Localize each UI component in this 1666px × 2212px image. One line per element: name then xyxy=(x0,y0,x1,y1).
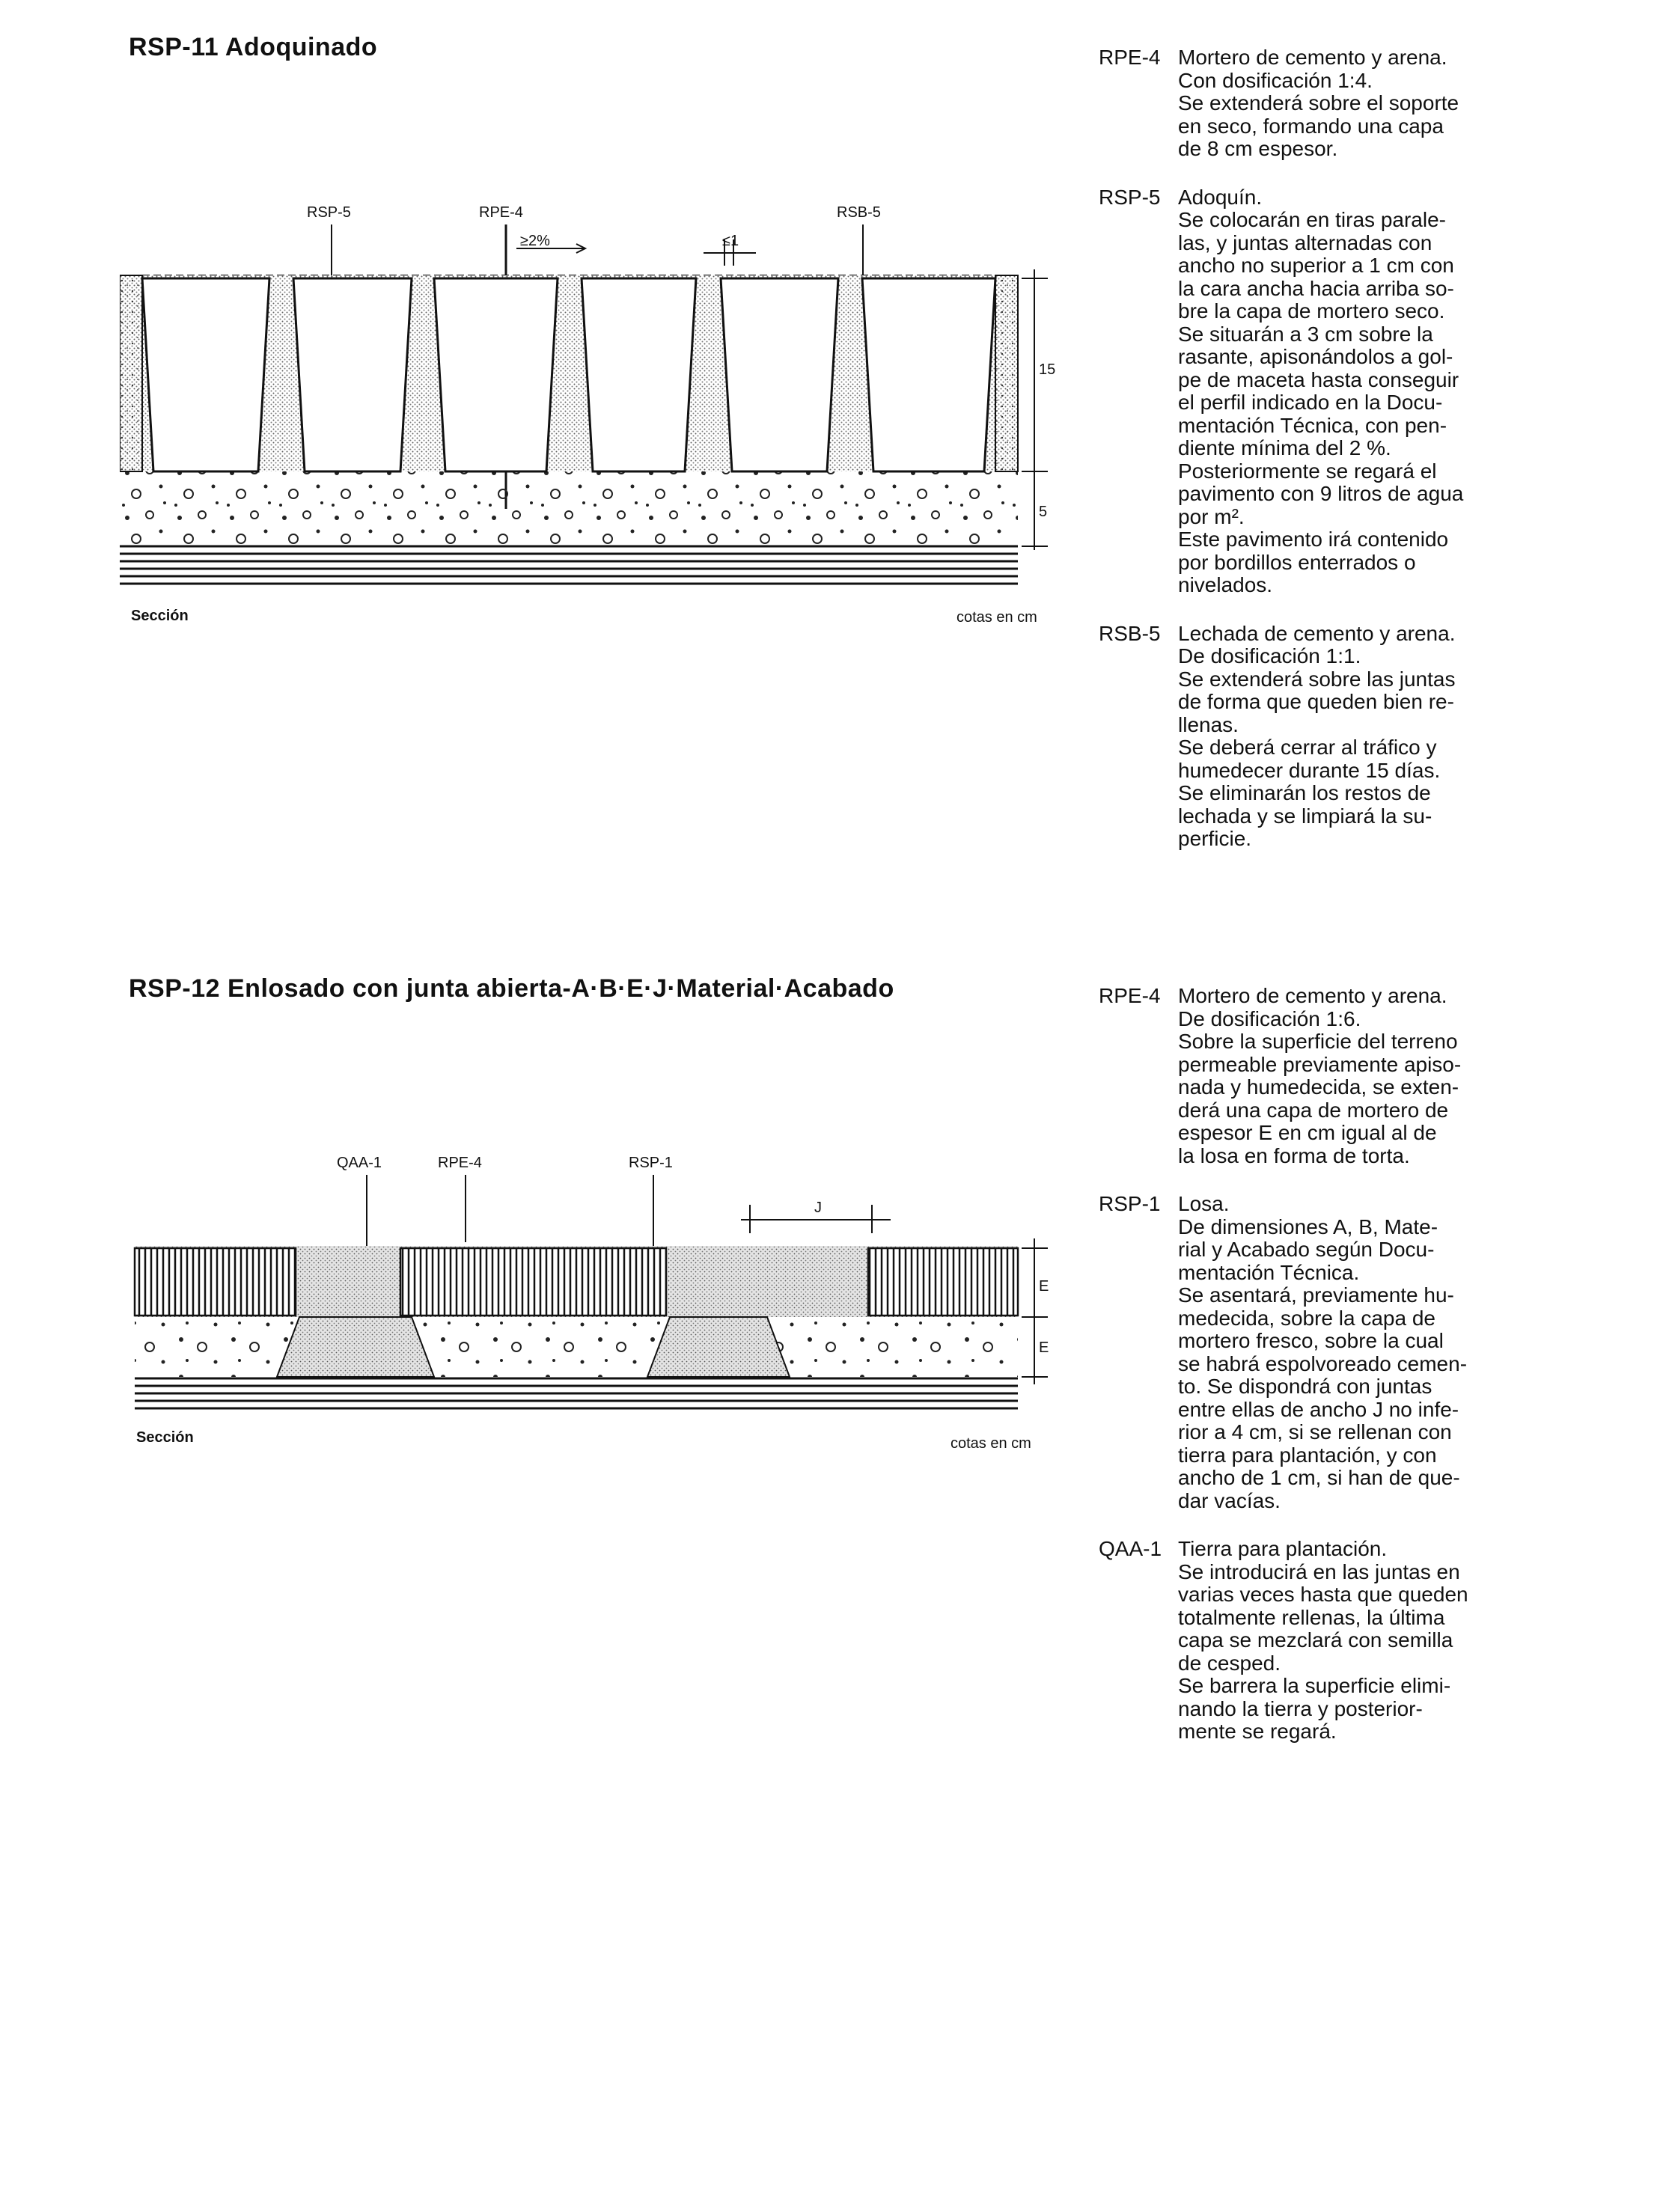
spec-line: de cesped. xyxy=(1178,1651,1281,1675)
spec-line: Losa. xyxy=(1178,1192,1230,1215)
label-joint-width: ≤1 xyxy=(722,233,739,249)
spec-code: QAA-1 xyxy=(1099,1537,1162,1560)
section-title-rsp11: RSP-11 Adoquinado xyxy=(129,33,378,61)
spec-line: derá una capa de mortero de xyxy=(1178,1098,1449,1122)
spec-line: mortero fresco, sobre la cual xyxy=(1178,1329,1444,1352)
spec-line: las, y juntas alternadas con xyxy=(1178,230,1432,254)
dim-e-bottom: E xyxy=(1039,1339,1049,1356)
spec-line: rior a 4 cm, si se rellenan con xyxy=(1178,1420,1452,1443)
spec-line: medecida, sobre la capa de xyxy=(1178,1306,1435,1330)
spec-line: diente mínima del 2 %. xyxy=(1178,436,1391,459)
figure-enlosado-section xyxy=(120,1145,1063,1474)
spec-line: ancho de 1 cm, si han de que- xyxy=(1178,1466,1460,1489)
spec-line: Lechada de cemento y arena. xyxy=(1178,621,1456,645)
spec-line: Sobre la superficie del terreno xyxy=(1178,1030,1458,1053)
spec-line: de 8 cm espesor. xyxy=(1178,137,1338,160)
spec-code: RSP-1 xyxy=(1099,1192,1161,1215)
spec-line: por m². xyxy=(1178,504,1245,528)
spec-line: nando la tierra y posterior- xyxy=(1178,1696,1423,1720)
spec-line: Se extenderá sobre el soporte xyxy=(1178,91,1459,114)
spec-line: la cara ancha hacia arriba so- xyxy=(1178,276,1454,300)
spec-line: pavimento con 9 litros de agua xyxy=(1178,482,1464,505)
spec-line: rial y Acabado según Docu- xyxy=(1178,1238,1435,1261)
spec-line: Se extenderá sobre las juntas xyxy=(1178,667,1456,691)
figure2-caption-cotas: cotas en cm xyxy=(951,1435,1031,1452)
spec-line: varias veces hasta que queden xyxy=(1178,1583,1468,1606)
label-rpe4: RPE-4 xyxy=(438,1155,482,1171)
figure1-caption-cotas: cotas en cm xyxy=(956,609,1037,626)
spec-line: mente se regará. xyxy=(1178,1720,1337,1743)
spec-line: Tierra para plantación. xyxy=(1178,1537,1388,1560)
spec-line: en seco, formando una capa xyxy=(1178,114,1444,138)
label-rsp5: RSP-5 xyxy=(307,204,351,221)
spec-line: Este pavimento irá contenido xyxy=(1178,528,1449,551)
spec-line: Se asentará, previamente hu- xyxy=(1178,1283,1454,1307)
spec-code: RPE-4 xyxy=(1099,984,1161,1007)
spec-line: permeable previamente apiso- xyxy=(1178,1052,1462,1076)
section-title-rsp12: RSP-12 Enlosado con junta abierta-A·B·E·J·Material·Acabado xyxy=(129,974,894,1003)
spec-rpe4-b xyxy=(1099,985,1638,1167)
specs-section1 xyxy=(1099,46,1638,876)
spec-line: bre la capa de mortero seco. xyxy=(1178,299,1445,323)
spec-line: llenas. xyxy=(1178,712,1239,736)
label-slope: ≥2% xyxy=(520,233,550,249)
spec-line: por bordillos enterrados o xyxy=(1178,550,1416,574)
spec-line: perficie. xyxy=(1178,827,1252,850)
adoquinado-diagram xyxy=(120,195,1063,644)
spec-line: nivelados. xyxy=(1178,573,1273,596)
spec-rsb5 xyxy=(1099,623,1638,851)
dim-15: 15 xyxy=(1039,361,1056,378)
spec-line: ancho no superior a 1 cm con xyxy=(1178,254,1454,277)
spec-line: Se eliminarán los restos de xyxy=(1178,781,1431,804)
spec-line: entre ellas de ancho J no infe- xyxy=(1178,1397,1459,1421)
spec-line: De dosificación 1:1. xyxy=(1178,644,1361,667)
spec-line: el perfil indicado en la Docu- xyxy=(1178,391,1443,414)
spec-code: RPE-4 xyxy=(1099,46,1161,69)
spec-line: rasante, apisonándolos a gol- xyxy=(1178,345,1453,368)
spec-line: Con dosificación 1:4. xyxy=(1178,68,1373,92)
specs-section2 xyxy=(1099,985,1638,1769)
spec-rsp1 xyxy=(1099,1193,1638,1512)
spec-rsp5 xyxy=(1099,186,1638,597)
spec-line: Adoquín. xyxy=(1178,185,1263,209)
spec-line: Se barrera la superficie elimi- xyxy=(1178,1674,1451,1697)
spec-line: totalmente rellenas, la última xyxy=(1178,1605,1445,1629)
spec-line: espesor E en cm igual al de xyxy=(1178,1121,1437,1144)
spec-line: de forma que queden bien re- xyxy=(1178,690,1454,713)
label-rsb5: RSB-5 xyxy=(837,204,881,221)
spec-line: capa se mezclará con semilla xyxy=(1178,1628,1453,1652)
spec-line: se habrá espolvoreado cemen- xyxy=(1178,1351,1468,1375)
spec-line: Se introducirá en las juntas en xyxy=(1178,1559,1460,1583)
spec-qaa1 xyxy=(1099,1538,1638,1744)
label-rpe4: RPE-4 xyxy=(479,204,523,221)
spec-line: De dosificación 1:6. xyxy=(1178,1006,1361,1030)
spec-code: RSB-5 xyxy=(1099,621,1161,645)
spec-code: RSP-5 xyxy=(1099,185,1161,209)
spec-line: nada y humedecida, se exten- xyxy=(1178,1075,1459,1099)
spec-line: dar vacías. xyxy=(1178,1488,1281,1512)
figure1-caption-seccion: Sección xyxy=(131,608,189,624)
spec-line: humedecer durante 15 días. xyxy=(1178,758,1441,782)
spec-line: Se situarán a 3 cm sobre la xyxy=(1178,322,1433,346)
spec-line: tierra para plantación, y con xyxy=(1178,1443,1437,1467)
label-joint-j: J xyxy=(814,1200,822,1216)
spec-line: pe de maceta hasta conseguir xyxy=(1178,367,1459,391)
spec-line: mentación Técnica, con pen- xyxy=(1178,413,1447,437)
spec-line: to. Se dispondrá con juntas xyxy=(1178,1375,1432,1398)
dim-e-top: E xyxy=(1039,1278,1049,1295)
spec-line: Se deberá cerrar al tráfico y xyxy=(1178,736,1437,759)
enlosado-diagram xyxy=(120,1145,1063,1474)
spec-line: De dimensiones A, B, Mate- xyxy=(1178,1215,1438,1238)
label-qaa1: QAA-1 xyxy=(337,1155,382,1171)
label-rsp1: RSP-1 xyxy=(629,1155,673,1171)
spec-line: Se colocarán en tiras parale- xyxy=(1178,208,1446,231)
spec-line: Mortero de cemento y arena. xyxy=(1178,46,1447,69)
spec-line: Mortero de cemento y arena. xyxy=(1178,984,1447,1007)
spec-rpe4 xyxy=(1099,46,1638,161)
figure-adoquinado-section xyxy=(120,195,1063,644)
dim-5: 5 xyxy=(1039,504,1048,520)
spec-line: mentación Técnica. xyxy=(1178,1260,1360,1284)
figure2-caption-seccion: Sección xyxy=(136,1429,194,1446)
spec-line: lechada y se limpiará la su- xyxy=(1178,804,1432,828)
spec-line: Posteriormente se regará el xyxy=(1178,459,1437,483)
spec-line: la losa en forma de torta. xyxy=(1178,1143,1410,1167)
